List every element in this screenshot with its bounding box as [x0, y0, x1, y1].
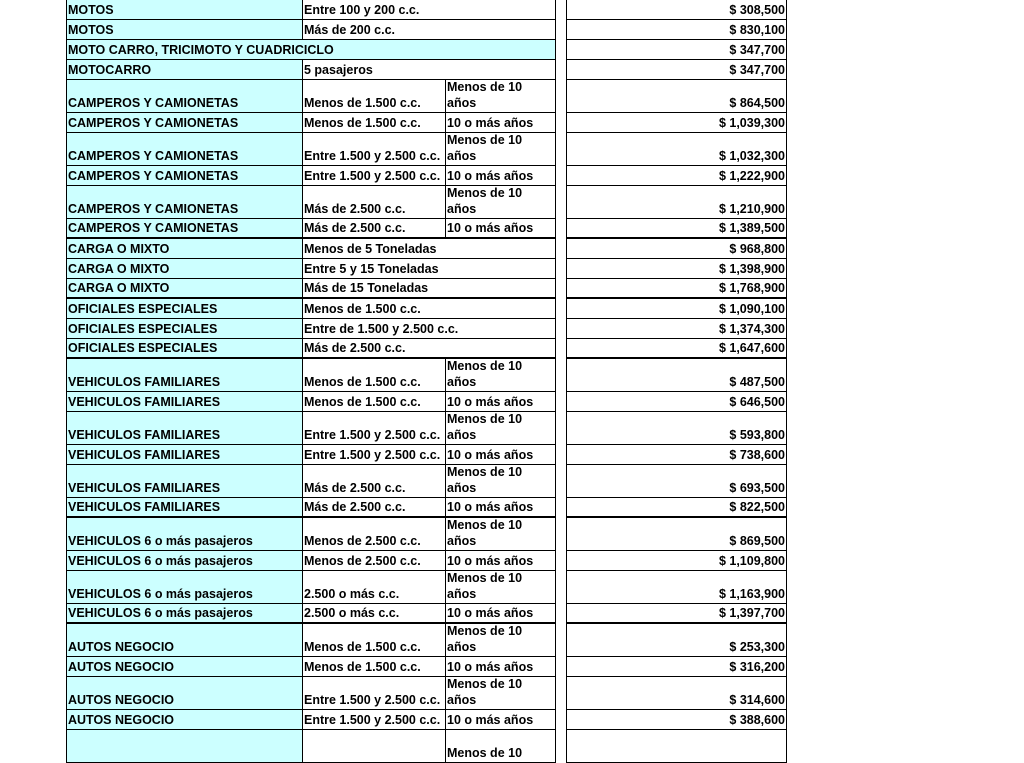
- category-cell: CAMPEROS Y CAMIONETAS: [66, 80, 303, 113]
- spec-cell: Entre 1.500 y 2.500 c.c.: [302, 710, 446, 730]
- table-row: [0, 299, 1024, 319]
- price-cell: $ 1,647,600: [566, 339, 787, 359]
- price-cell: $ 1,768,900: [566, 279, 787, 299]
- table-row: [0, 219, 1024, 239]
- category-cell: OFICIALES ESPECIALES: [66, 299, 303, 319]
- table-row: [0, 551, 1024, 571]
- spec-cell: [302, 730, 446, 763]
- table-row: [0, 677, 1024, 710]
- category-cell: CAMPEROS Y CAMIONETAS: [66, 219, 303, 239]
- price-cell: $ 347,700: [566, 40, 787, 60]
- age-cell: Menos de 10 años: [445, 624, 556, 657]
- age-cell: 10 o más años: [445, 219, 556, 239]
- price-cell: $ 1,374,300: [566, 319, 787, 339]
- price-cell: $ 1,222,900: [566, 166, 787, 186]
- price-cell: $ 1,398,900: [566, 259, 787, 279]
- age-cell: 10 o más años: [445, 498, 556, 518]
- price-cell: $ 253,300: [566, 624, 787, 657]
- spec-cell: Entre 1.500 y 2.500 c.c.: [302, 445, 446, 465]
- age-cell: 10 o más años: [445, 604, 556, 624]
- table-row: [0, 60, 1024, 80]
- age-cell: Menos de 10 años: [445, 133, 556, 166]
- age-cell: 10 o más años: [445, 392, 556, 412]
- table-row: [0, 113, 1024, 133]
- category-cell: VEHICULOS FAMILIARES: [66, 359, 303, 392]
- table-row: [0, 412, 1024, 445]
- age-cell: Menos de 10 años: [445, 186, 556, 219]
- spec-cell: Más de 15 Toneladas: [302, 279, 556, 299]
- spec-cell: Menos de 1.500 c.c.: [302, 113, 446, 133]
- spec-cell: Más de 200 c.c.: [302, 20, 556, 40]
- age-cell: Menos de 10 años: [445, 80, 556, 113]
- category-cell: OFICIALES ESPECIALES: [66, 339, 303, 359]
- price-cell: $ 388,600: [566, 710, 787, 730]
- spec-cell: Más de 2.500 c.c.: [302, 465, 446, 498]
- price-cell: $ 1,032,300: [566, 133, 787, 166]
- table-row: [0, 624, 1024, 657]
- category-cell: AUTOS NEGOCIO: [66, 624, 303, 657]
- age-cell: Menos de 10 años: [445, 571, 556, 604]
- price-cell: $ 1,039,300: [566, 113, 787, 133]
- category-cell: [66, 730, 303, 763]
- category-cell: CAMPEROS Y CAMIONETAS: [66, 113, 303, 133]
- spec-cell: Más de 2.500 c.c.: [302, 186, 446, 219]
- table-row: [0, 518, 1024, 551]
- category-cell: VEHICULOS 6 o más pasajeros: [66, 604, 303, 624]
- age-cell: Menos de 10 años: [445, 465, 556, 498]
- price-cell: $ 822,500: [566, 498, 787, 518]
- spec-cell: Más de 2.500 c.c.: [302, 219, 446, 239]
- spec-cell: Menos de 5 Toneladas: [302, 239, 556, 259]
- table-row: [0, 319, 1024, 339]
- table-row: [0, 498, 1024, 518]
- category-cell: MOTO CARRO, TRICIMOTO Y CUADRICICLO: [66, 40, 556, 60]
- category-cell: VEHICULOS 6 o más pasajeros: [66, 518, 303, 551]
- table-row: [0, 40, 1024, 60]
- table-row: [0, 445, 1024, 465]
- spec-cell: Menos de 2.500 c.c.: [302, 551, 446, 571]
- category-cell: AUTOS NEGOCIO: [66, 657, 303, 677]
- spec-cell: Entre 1.500 y 2.500 c.c.: [302, 677, 446, 710]
- category-cell: VEHICULOS 6 o más pasajeros: [66, 551, 303, 571]
- category-cell: VEHICULOS FAMILIARES: [66, 392, 303, 412]
- category-cell: CAMPEROS Y CAMIONETAS: [66, 166, 303, 186]
- table-row: [0, 166, 1024, 186]
- price-cell: $ 308,500: [566, 0, 787, 20]
- age-cell: 10 o más años: [445, 551, 556, 571]
- price-cell: $ 593,800: [566, 412, 787, 445]
- spec-cell: Menos de 1.500 c.c.: [302, 359, 446, 392]
- price-cell: $ 314,600: [566, 677, 787, 710]
- table-row: [0, 392, 1024, 412]
- price-cell: [566, 730, 787, 763]
- spec-cell: Entre 1.500 y 2.500 c.c.: [302, 166, 446, 186]
- category-cell: MOTOS: [66, 20, 303, 40]
- category-cell: CAMPEROS Y CAMIONETAS: [66, 186, 303, 219]
- price-cell: $ 869,500: [566, 518, 787, 551]
- spec-cell: Menos de 1.500 c.c.: [302, 299, 556, 319]
- price-cell: $ 1,210,900: [566, 186, 787, 219]
- table-row: [0, 239, 1024, 259]
- category-cell: AUTOS NEGOCIO: [66, 710, 303, 730]
- price-cell: $ 864,500: [566, 80, 787, 113]
- spec-cell: Menos de 1.500 c.c.: [302, 392, 446, 412]
- table-row: [0, 730, 1024, 763]
- spec-cell: Menos de 1.500 c.c.: [302, 624, 446, 657]
- category-cell: VEHICULOS FAMILIARES: [66, 412, 303, 445]
- spec-cell: Menos de 1.500 c.c.: [302, 657, 446, 677]
- age-cell: 10 o más años: [445, 710, 556, 730]
- table-row: [0, 133, 1024, 166]
- category-cell: CAMPEROS Y CAMIONETAS: [66, 133, 303, 166]
- price-cell: $ 968,800: [566, 239, 787, 259]
- table-row: [0, 186, 1024, 219]
- table-row: [0, 465, 1024, 498]
- price-cell: $ 1,389,500: [566, 219, 787, 239]
- table-row: [0, 279, 1024, 299]
- table-row: [0, 259, 1024, 279]
- age-cell: Menos de 10 años: [445, 359, 556, 392]
- category-cell: MOTOS: [66, 0, 303, 20]
- category-cell: MOTOCARRO: [66, 60, 303, 80]
- category-cell: CARGA O MIXTO: [66, 279, 303, 299]
- table-row: [0, 710, 1024, 730]
- spec-cell: Entre 100 y 200 c.c.: [302, 0, 556, 20]
- category-cell: VEHICULOS 6 o más pasajeros: [66, 571, 303, 604]
- price-cell: $ 1,397,700: [566, 604, 787, 624]
- table-row: [0, 571, 1024, 604]
- spec-cell: Entre 1.500 y 2.500 c.c.: [302, 412, 446, 445]
- category-cell: OFICIALES ESPECIALES: [66, 319, 303, 339]
- table-row: [0, 20, 1024, 40]
- category-cell: VEHICULOS FAMILIARES: [66, 498, 303, 518]
- price-cell: $ 487,500: [566, 359, 787, 392]
- spec-cell: 2.500 o más c.c.: [302, 604, 446, 624]
- age-cell: Menos de 10 años: [445, 677, 556, 710]
- price-cell: $ 646,500: [566, 392, 787, 412]
- spec-cell: Menos de 2.500 c.c.: [302, 518, 446, 551]
- price-cell: $ 693,500: [566, 465, 787, 498]
- age-cell: 10 o más años: [445, 657, 556, 677]
- spec-cell: Más de 2.500 c.c.: [302, 339, 556, 359]
- price-cell: $ 830,100: [566, 20, 787, 40]
- category-cell: CARGA O MIXTO: [66, 239, 303, 259]
- age-cell: 10 o más años: [445, 113, 556, 133]
- price-cell: $ 1,109,800: [566, 551, 787, 571]
- age-cell: Menos de 10 años: [445, 518, 556, 551]
- table-row: [0, 359, 1024, 392]
- table-row: [0, 0, 1024, 20]
- spec-cell: Más de 2.500 c.c.: [302, 498, 446, 518]
- spec-cell: Menos de 1.500 c.c.: [302, 80, 446, 113]
- spec-cell: 2.500 o más c.c.: [302, 571, 446, 604]
- category-cell: VEHICULOS FAMILIARES: [66, 445, 303, 465]
- price-cell: $ 738,600: [566, 445, 787, 465]
- age-cell: Menos de 10 años: [445, 412, 556, 445]
- price-cell: $ 1,090,100: [566, 299, 787, 319]
- table-row: [0, 604, 1024, 624]
- age-cell: 10 o más años: [445, 445, 556, 465]
- price-cell: $ 347,700: [566, 60, 787, 80]
- table-row: [0, 657, 1024, 677]
- spec-cell: Entre 5 y 15 Toneladas: [302, 259, 556, 279]
- table-row: [0, 80, 1024, 113]
- category-cell: VEHICULOS FAMILIARES: [66, 465, 303, 498]
- price-cell: $ 1,163,900: [566, 571, 787, 604]
- age-cell: Menos de 10: [445, 730, 556, 763]
- spec-cell: Entre 1.500 y 2.500 c.c.: [302, 133, 446, 166]
- category-cell: CARGA O MIXTO: [66, 259, 303, 279]
- age-cell: 10 o más años: [445, 166, 556, 186]
- spec-cell: 5 pasajeros: [302, 60, 556, 80]
- spec-cell: Entre de 1.500 y 2.500 c.c.: [302, 319, 556, 339]
- table-row: [0, 339, 1024, 359]
- price-cell: $ 316,200: [566, 657, 787, 677]
- category-cell: AUTOS NEGOCIO: [66, 677, 303, 710]
